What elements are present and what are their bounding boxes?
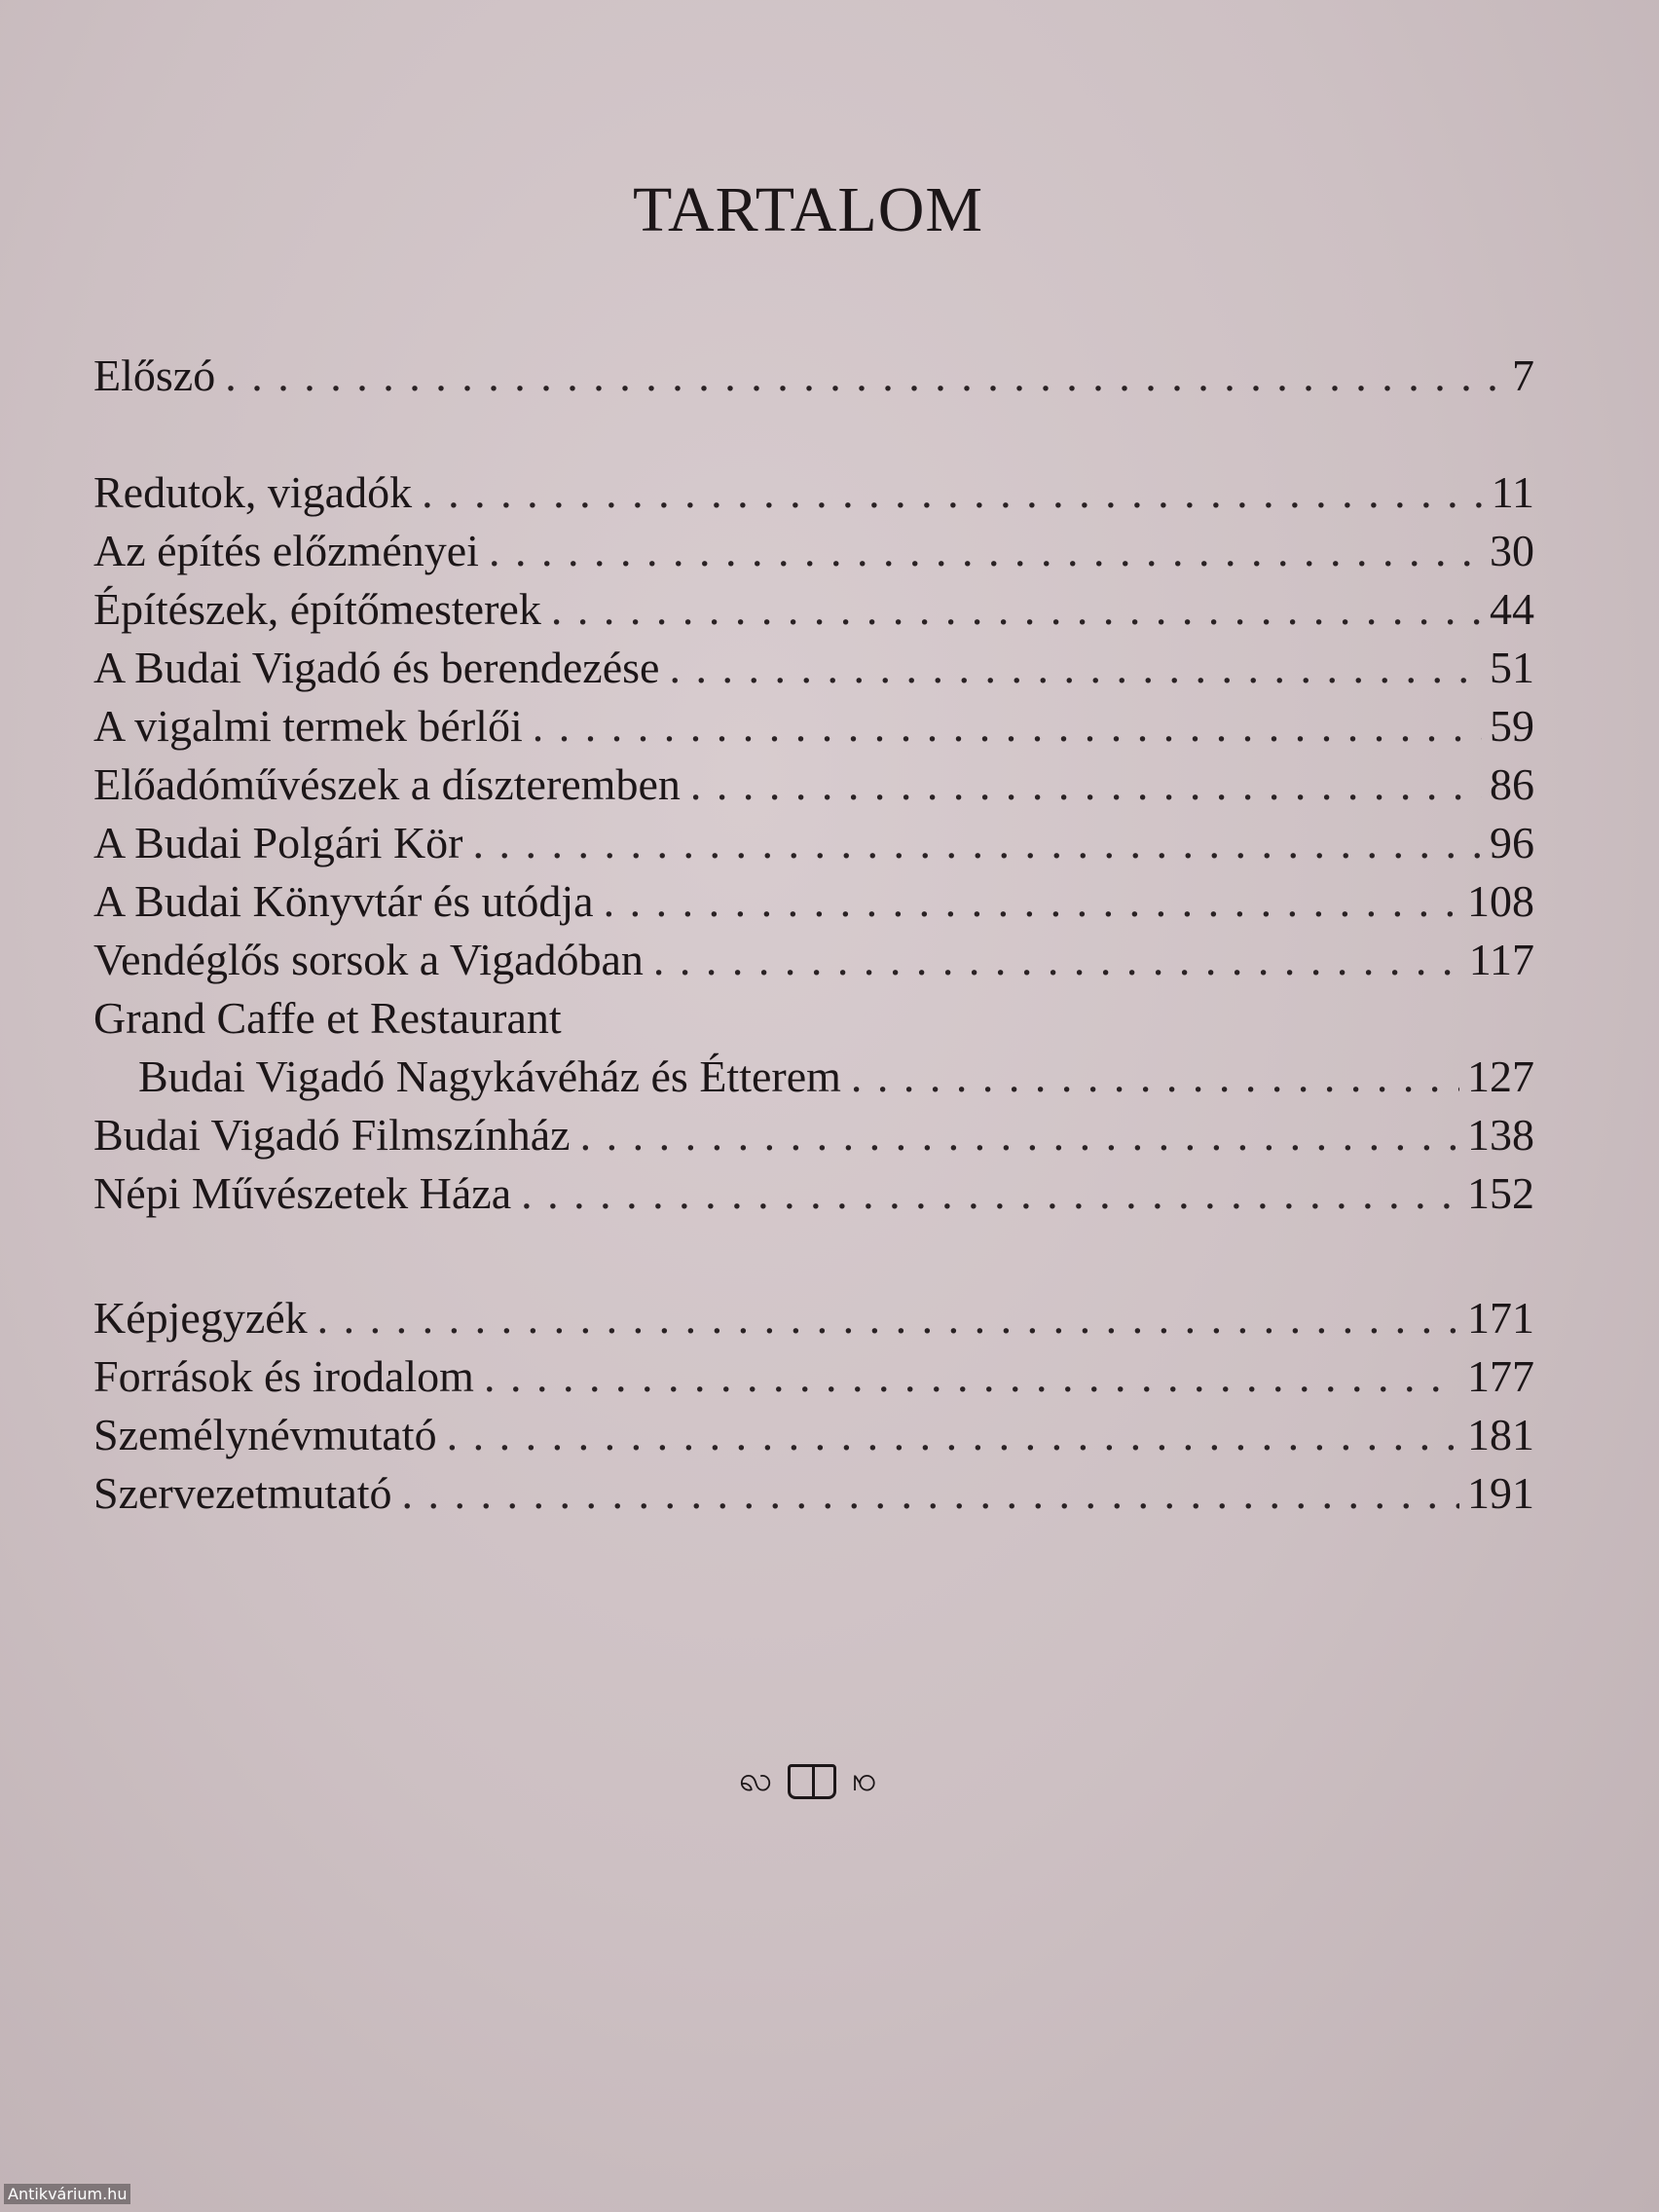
toc-entry-label: Grand Caffe et Restaurant: [93, 993, 562, 1043]
toc-entry: [93, 872, 1534, 931]
toc-entry-page: 152: [1467, 1168, 1534, 1218]
toc-entry: [93, 1406, 1534, 1464]
toc-entry: [93, 347, 1534, 405]
toc-entry-page: 177: [1467, 1351, 1534, 1401]
toc-entry-page: 171: [1467, 1293, 1534, 1343]
leader-dots: [447, 1406, 1459, 1464]
toc-entry-page: 11: [1491, 467, 1534, 517]
leader-dots: [422, 463, 1484, 522]
leader-dots: [472, 814, 1482, 872]
ornament-swirl-left: ꩮ: [739, 1758, 773, 1798]
ornament-swirl-right: ꩯ: [852, 1758, 877, 1798]
toc-entry: [93, 1164, 1534, 1223]
toc-entry: [93, 639, 1534, 697]
toc-entry: [93, 1289, 1534, 1347]
watermark: Antikvárium.hu: [4, 2184, 130, 2204]
table-of-contents: [93, 347, 1534, 1523]
leader-dots: [580, 1106, 1459, 1164]
open-book-icon: [788, 1764, 836, 1799]
toc-entry-page: 191: [1467, 1468, 1534, 1518]
toc-entry-page: 127: [1467, 1051, 1534, 1101]
toc-entry: [93, 931, 1534, 989]
leader-dots: [402, 1464, 1459, 1523]
toc-entry: [93, 1048, 1534, 1106]
toc-entry-page: 181: [1467, 1410, 1534, 1459]
group-spacer: [93, 1223, 1534, 1289]
toc-entry-label: Előadóművészek a díszteremben: [93, 759, 681, 809]
toc-entry: [93, 814, 1534, 872]
toc-entry-page: 51: [1490, 643, 1534, 692]
leader-dots: [489, 522, 1482, 580]
toc-entry: [93, 756, 1534, 814]
toc-entry-label: Redutok, vigadók: [93, 467, 413, 517]
toc-entry-label: A vigalmi termek bérlői: [93, 701, 523, 751]
toc-entry: [93, 580, 1534, 639]
toc-entry: [93, 463, 1534, 522]
toc-entry-label: Budai Vigadó Nagykávéház és Étterem: [138, 1051, 841, 1101]
toc-entry-page: 7: [1512, 350, 1534, 400]
leader-dots: [484, 1347, 1459, 1406]
leader-dots: [851, 1048, 1459, 1106]
toc-entry-label: Az építés előzményei: [93, 526, 479, 575]
toc-entry-page: 86: [1490, 759, 1534, 809]
toc-entry-label: A Budai Könyvtár és utódja: [93, 876, 594, 926]
toc-entry-label: Budai Vigadó Filmszínház: [93, 1110, 571, 1160]
leader-dots: [551, 580, 1482, 639]
leader-dots: [690, 756, 1482, 814]
toc-entry-page: 117: [1468, 935, 1534, 984]
toc-entry-label: Népi Művészetek Háza: [93, 1168, 512, 1218]
page-title: TARTALOM: [632, 174, 984, 245]
toc-entry-page: 96: [1490, 818, 1534, 867]
leader-dots: [653, 931, 1461, 989]
leader-dots: [521, 1164, 1459, 1223]
toc-entry: [93, 1464, 1534, 1523]
toc-entry: [93, 697, 1534, 756]
toc-entry-heading-line: [93, 989, 1534, 1048]
leader-dots: [317, 1289, 1459, 1347]
toc-entry-label: Szervezetmutató: [93, 1468, 392, 1518]
toc-entry-label: Források és irodalom: [93, 1351, 474, 1401]
toc-entry-page: 108: [1467, 876, 1534, 926]
toc-entry-page: 59: [1490, 701, 1534, 751]
toc-entry-label: A Budai Vigadó és berendezése: [93, 643, 660, 692]
leader-dots: [669, 639, 1482, 697]
leader-dots: [225, 347, 1504, 405]
toc-entry-label: Előszó: [93, 350, 216, 400]
toc-entry: [93, 1106, 1534, 1164]
toc-entry-label: A Budai Polgári Kör: [93, 818, 463, 867]
section-ornament: [0, 1754, 1616, 1808]
toc-entry-page: 138: [1467, 1110, 1534, 1160]
leader-dots: [604, 872, 1459, 931]
toc-entry-page: 44: [1490, 584, 1534, 634]
leader-dots: [533, 697, 1482, 756]
group-spacer: [93, 405, 1534, 463]
toc-entry-label: Képjegyzék: [93, 1293, 308, 1343]
toc-entry-label: Személynévmutató: [93, 1410, 437, 1459]
toc-entry-page: 30: [1490, 526, 1534, 575]
toc-entry-label: Vendéglős sorsok a Vigadóban: [93, 935, 644, 984]
toc-entry: [93, 1347, 1534, 1406]
toc-entry-label: Építészek, építőmesterek: [93, 584, 541, 634]
toc-entry: [93, 522, 1534, 580]
